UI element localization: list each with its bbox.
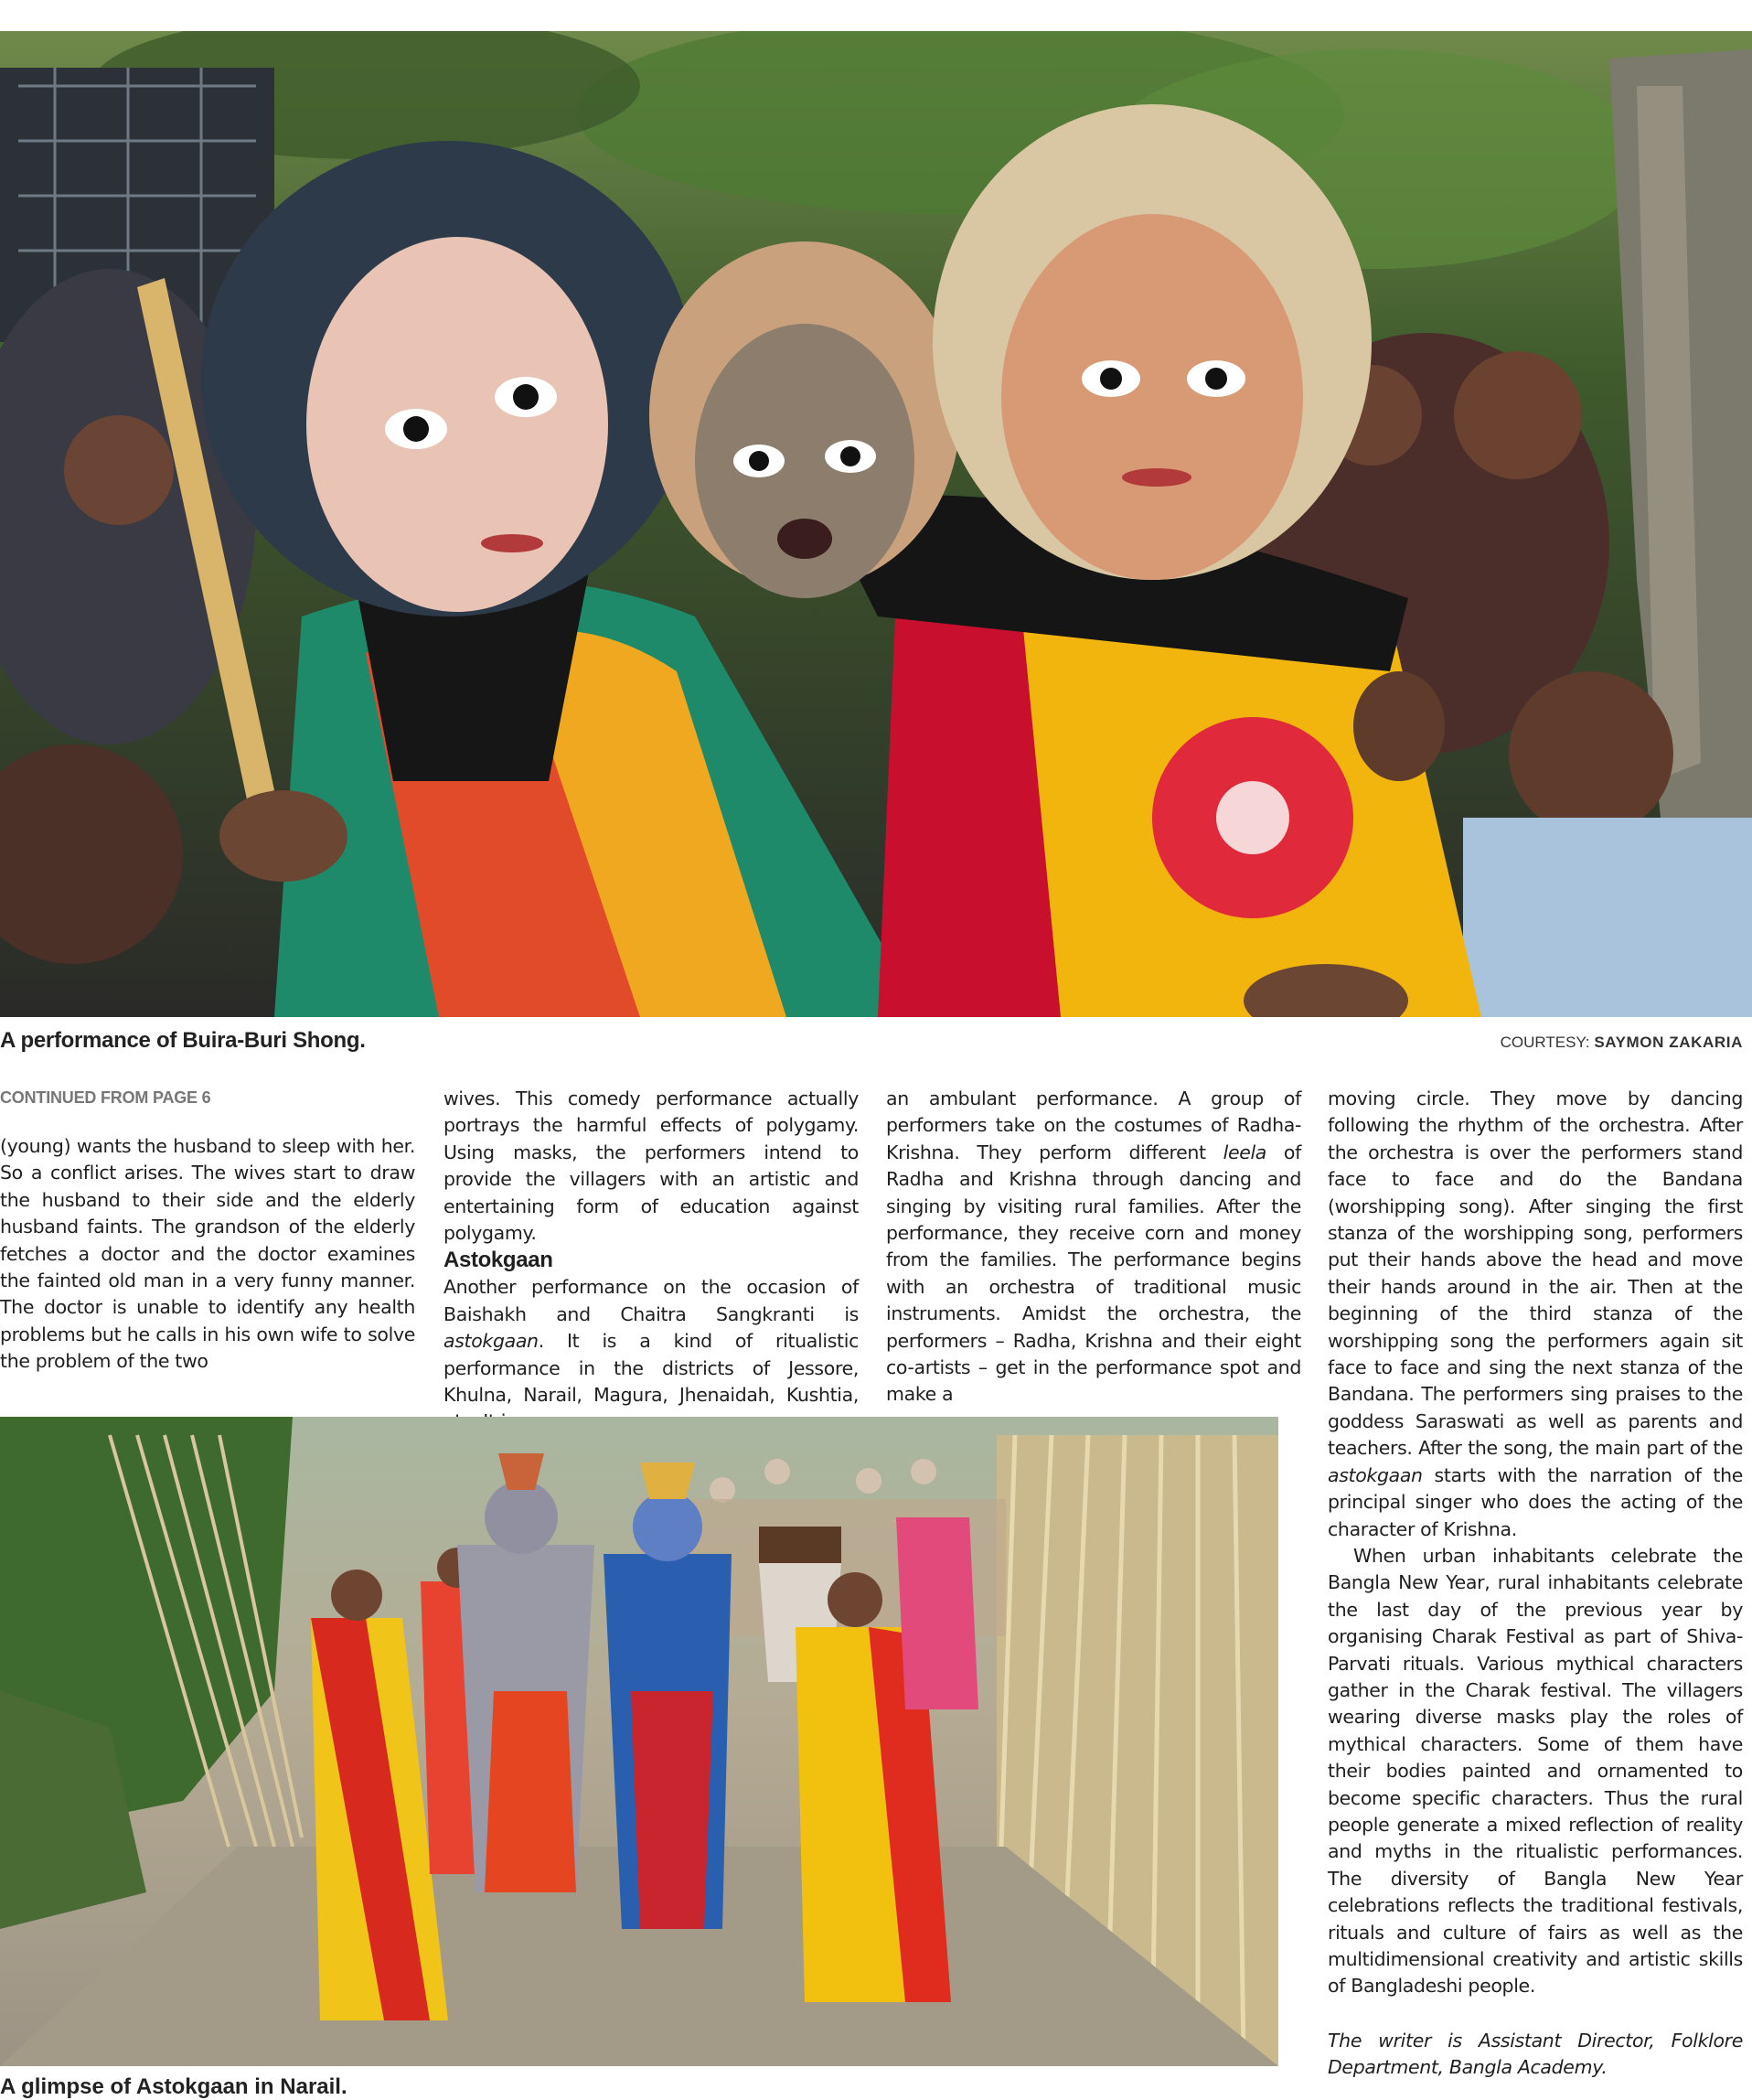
paragraph: [1328, 1086, 1743, 1543]
text-run: Another performance on the occasion of Baishakh and Chaitra Sangkranti is: [443, 1276, 859, 1325]
emphasis-text: astokgaan: [1328, 1463, 1423, 1486]
author-byline: The writer is Assistant Director, Folklore Department, Bangla Academy.: [1328, 2029, 1743, 2079]
photo-astokgaan-procession: [0, 1417, 1278, 2066]
emphasis-text: astokgaan: [443, 1330, 539, 1353]
paragraph: When urban inhabitants celebrate the Bangla New Year, rural inhabitants celebrate the last day of the previous year by organising Charak Festival as part of Shiva-Parvati rituals. Various mythical characters gather in the Charak festival. The villagers wearing diverse masks play the roles of mythical characters. Some of them have their bodies painted and ornamented to become specific characters. Thus the rural people generate a mixed reflection of reality and myths in the ritualistic performances. The diversity of Bangla New Year celebrations reflects the traditional festivals, rituals and culture of fairs as well as the multidimensional creativity and artistic skills of Bangladeshi people.: [1328, 1544, 1743, 1998]
credit-name: SAYMON ZAKARIA: [1594, 1034, 1743, 1051]
paragraph: (young) wants the husband to sleep with her. So a conflict arises. The wives start to draw the husband to their side and the elderly husband faints. The grandson of the elderly fetches a doctor and the doctor examines the fainted old man in a very funny manner. The doctor is unable to identify any health problems but he calls in his own wife to solve the problem of the two: [0, 1135, 415, 1373]
paragraph: [886, 1086, 1301, 1409]
article-column-2: [443, 1086, 859, 1436]
photo-credit: [1501, 1034, 1743, 1052]
article-column-1: [0, 1086, 415, 1376]
photo-astokgaan-procession-icon: [0, 1417, 1278, 2066]
text-run: of Radha and Krishna through dancing and singing by visiting rural families. After the performance, they receive corn and money from the families. The performance begins with an orchestra of traditional music instruments. Amidst the orchestra, the performers – Radha, Krishna and their eight co-artists – get in the performance spot and make a: [886, 1141, 1301, 1406]
text-run: an ambulant performance. A group of performers take on the costumes of Radha-Krishna. They perform different: [886, 1088, 1301, 1163]
continued-from-label: CONTINUED FROM PAGE 6: [0, 1088, 211, 1107]
paragraph: [443, 1274, 859, 1435]
photo-caption: A performance of Buira-Buri Shong.: [0, 1028, 366, 1053]
article-column-4: [1328, 1086, 1743, 2082]
photo-masked-performers-icon: [0, 31, 1752, 1017]
photo-masked-performers: [0, 31, 1752, 1017]
article-column-3: [886, 1086, 1301, 1409]
text-run: moving circle. They move by dancing following the rhythm of the orchestra. After the orchestra is over the performers stand face to face and do the Bandana (worshipping song). After singing the first stanza of the worshipping song, performers put their hands above the head and move their hands around in the air. Then at the beginning of the third stanza of the worshipping song the performers again sit face to face and sing the next stanza of the Bandana. The performers sing praises to the goddess Saraswati as well as parents and teachers. After the song, the main part of the: [1328, 1088, 1743, 1460]
photo-caption: A glimpse of Astokgaan in Narail.: [0, 2074, 347, 2099]
paragraph: wives. This comedy performance actually portrays the harmful effects of polygamy. Using masks, the performers intend to provide the villagers with an artistic and entertaining form of education against polygamy.: [443, 1088, 859, 1245]
emphasis-text: leela: [1223, 1141, 1267, 1163]
text-run: . It is a kind of ritualistic performance in the districts of Jessore, Khulna, Narail, Magura, Jhenaidah, Kushtia,: [443, 1330, 859, 1407]
text-run: starts with the narration of the principal singer who does the acting of the character of Krishna.: [1328, 1463, 1743, 1540]
section-heading-astokgaan: Astokgaan: [443, 1248, 553, 1273]
credit-label: COURTESY:: [1500, 1034, 1590, 1051]
